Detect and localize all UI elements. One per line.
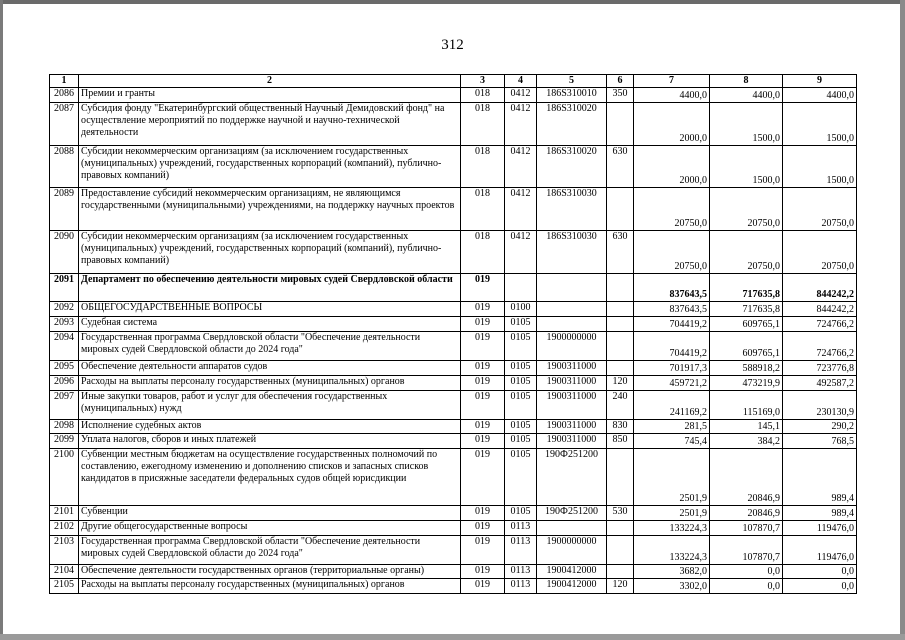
expense-type-cell bbox=[607, 535, 634, 564]
row-number-cell: 2093 bbox=[50, 317, 79, 332]
table-row bbox=[50, 449, 857, 506]
row-name-cell: Субсидии некоммерческим организациям (за исключением государственных (муниципальных) учреждений, государственных корпораций (компаний), публично-правовых компаний) bbox=[79, 230, 461, 273]
table-row bbox=[50, 88, 857, 103]
header-cell: 9 bbox=[783, 75, 857, 88]
target-code-cell: 186S310020 bbox=[537, 145, 607, 188]
table-row bbox=[50, 419, 857, 434]
table-row bbox=[50, 520, 857, 535]
row-number-cell: 2092 bbox=[50, 302, 79, 317]
code-cell: 018 bbox=[461, 88, 505, 103]
value-cell: 107870,7 bbox=[710, 520, 783, 535]
section-code-cell: 0105 bbox=[505, 505, 537, 520]
expense-type-cell: 850 bbox=[607, 434, 634, 449]
value-cell: 4400,0 bbox=[783, 88, 857, 103]
value-cell: 3302,0 bbox=[634, 579, 710, 594]
value-cell: 0,0 bbox=[783, 564, 857, 579]
value-cell: 473219,9 bbox=[710, 375, 783, 390]
value-cell: 133224,3 bbox=[634, 535, 710, 564]
budget-table bbox=[49, 74, 857, 594]
table-row bbox=[50, 361, 857, 376]
header-cell: 5 bbox=[537, 75, 607, 88]
section-code-cell: 0113 bbox=[505, 564, 537, 579]
row-number-cell: 2105 bbox=[50, 579, 79, 594]
code-cell: 018 bbox=[461, 230, 505, 273]
table-row bbox=[50, 564, 857, 579]
row-name-cell: Иные закупки товаров, работ и услуг для обеспечения государственных (муниципальных) нужд bbox=[79, 390, 461, 419]
section-code-cell: 0105 bbox=[505, 375, 537, 390]
value-cell: 4400,0 bbox=[710, 88, 783, 103]
section-code-cell: 0412 bbox=[505, 230, 537, 273]
header-cell: 1 bbox=[50, 75, 79, 88]
code-cell: 019 bbox=[461, 361, 505, 376]
value-cell: 588918,2 bbox=[710, 361, 783, 376]
expense-type-cell bbox=[607, 188, 634, 231]
value-cell: 281,5 bbox=[634, 419, 710, 434]
expense-type-cell bbox=[607, 449, 634, 506]
row-number-cell: 2088 bbox=[50, 145, 79, 188]
target-code-cell: 1900412000 bbox=[537, 579, 607, 594]
row-number-cell: 2094 bbox=[50, 332, 79, 361]
code-cell: 018 bbox=[461, 102, 505, 145]
expense-type-cell bbox=[607, 317, 634, 332]
value-cell: 1500,0 bbox=[783, 145, 857, 188]
row-name-cell: Субсидия фонду "Екатеринбургский общественный Научный Демидовский фонд" на осуществление мероприятий по поддержке научной и научно-технической деятельности bbox=[79, 102, 461, 145]
row-number-cell: 2104 bbox=[50, 564, 79, 579]
expense-type-cell: 830 bbox=[607, 419, 634, 434]
expense-type-cell bbox=[607, 302, 634, 317]
scan-frame-right bbox=[900, 0, 905, 640]
table-row bbox=[50, 390, 857, 419]
code-cell: 019 bbox=[461, 434, 505, 449]
row-number-cell: 2098 bbox=[50, 419, 79, 434]
value-cell: 723776,8 bbox=[783, 361, 857, 376]
code-cell: 019 bbox=[461, 579, 505, 594]
value-cell: 20750,0 bbox=[710, 230, 783, 273]
value-cell: 704419,2 bbox=[634, 317, 710, 332]
section-code-cell: 0105 bbox=[505, 434, 537, 449]
row-number-cell: 2096 bbox=[50, 375, 79, 390]
value-cell: 3682,0 bbox=[634, 564, 710, 579]
expense-type-cell: 530 bbox=[607, 505, 634, 520]
target-code-cell: 1900311000 bbox=[537, 419, 607, 434]
value-cell: 1500,0 bbox=[710, 145, 783, 188]
section-code-cell: 0105 bbox=[505, 361, 537, 376]
target-code-cell bbox=[537, 273, 607, 302]
expense-type-cell bbox=[607, 564, 634, 579]
value-cell: 492587,2 bbox=[783, 375, 857, 390]
section-code-cell: 0412 bbox=[505, 88, 537, 103]
expense-type-cell: 240 bbox=[607, 390, 634, 419]
value-cell: 20750,0 bbox=[634, 188, 710, 231]
code-cell: 019 bbox=[461, 273, 505, 302]
scan-frame-bottom bbox=[0, 634, 905, 640]
value-cell: 701917,3 bbox=[634, 361, 710, 376]
expense-type-cell: 350 bbox=[607, 88, 634, 103]
page-number: 312 bbox=[441, 37, 464, 53]
header-cell: 2 bbox=[79, 75, 461, 88]
table-row bbox=[50, 434, 857, 449]
row-name-cell: Уплата налогов, сборов и иных платежей bbox=[79, 434, 461, 449]
value-cell: 20750,0 bbox=[710, 188, 783, 231]
header-cell: 7 bbox=[634, 75, 710, 88]
code-cell: 019 bbox=[461, 449, 505, 506]
header-cell: 8 bbox=[710, 75, 783, 88]
row-number-cell: 2089 bbox=[50, 188, 79, 231]
value-cell: 20846,9 bbox=[710, 449, 783, 506]
value-cell: 609765,1 bbox=[710, 317, 783, 332]
target-code-cell: 186S310030 bbox=[537, 188, 607, 231]
target-code-cell: 1900311000 bbox=[537, 361, 607, 376]
row-name-cell: Субвенции местным бюджетам на осуществление государственных полномочий по составлению, ежегодному изменению и дополнению списков и запасных списков кандидатов в присяжные заседатели федеральных судов общей юрисдикции bbox=[79, 449, 461, 506]
expense-type-cell: 120 bbox=[607, 579, 634, 594]
expense-type-cell: 120 bbox=[607, 375, 634, 390]
value-cell: 20750,0 bbox=[783, 188, 857, 231]
scan-frame-top bbox=[0, 0, 905, 4]
row-name-cell: Исполнение судебных актов bbox=[79, 419, 461, 434]
value-cell: 989,4 bbox=[783, 449, 857, 506]
table-body bbox=[50, 88, 857, 594]
value-cell: 133224,3 bbox=[634, 520, 710, 535]
value-cell: 609765,1 bbox=[710, 332, 783, 361]
section-code-cell: 0412 bbox=[505, 188, 537, 231]
table-row bbox=[50, 375, 857, 390]
row-name-cell: Другие общегосударственные вопросы bbox=[79, 520, 461, 535]
target-code-cell: 1900311000 bbox=[537, 390, 607, 419]
code-cell: 019 bbox=[461, 375, 505, 390]
section-code-cell: 0105 bbox=[505, 317, 537, 332]
expense-type-cell: 630 bbox=[607, 145, 634, 188]
code-cell: 019 bbox=[461, 302, 505, 317]
section-code-cell: 0412 bbox=[505, 145, 537, 188]
table-row bbox=[50, 230, 857, 273]
row-name-cell: Субсидии некоммерческим организациям (за исключением государственных (муниципальных) учреждений, государственных корпораций (компаний), публично-правовых компаний) bbox=[79, 145, 461, 188]
table-row bbox=[50, 145, 857, 188]
table-row bbox=[50, 273, 857, 302]
expense-type-cell bbox=[607, 273, 634, 302]
value-cell: 241169,2 bbox=[634, 390, 710, 419]
section-code-cell: 0105 bbox=[505, 449, 537, 506]
row-name-cell: Государственная программа Свердловской области "Обеспечение деятельности мировых судей Свердловской области до 2024 года" bbox=[79, 535, 461, 564]
target-code-cell: 190Ф251200 bbox=[537, 505, 607, 520]
row-name-cell: Предоставление субсидий некоммерческим организациям, не являющимся государственными (муниципальными) учреждениями, на поддержку научных проектов bbox=[79, 188, 461, 231]
expense-type-cell bbox=[607, 361, 634, 376]
row-name-cell: Расходы на выплаты персоналу государственных (муниципальных) органов bbox=[79, 375, 461, 390]
target-code-cell: 186S310010 bbox=[537, 88, 607, 103]
code-cell: 018 bbox=[461, 145, 505, 188]
value-cell: 837643,5 bbox=[634, 273, 710, 302]
row-number-cell: 2086 bbox=[50, 88, 79, 103]
value-cell: 20750,0 bbox=[783, 230, 857, 273]
section-code-cell: 0100 bbox=[505, 302, 537, 317]
value-cell: 115169,0 bbox=[710, 390, 783, 419]
row-name-cell: Государственная программа Свердловской области "Обеспечение деятельности мировых судей Свердловской области до 2024 года" bbox=[79, 332, 461, 361]
section-code-cell: 0105 bbox=[505, 419, 537, 434]
code-cell: 019 bbox=[461, 419, 505, 434]
row-number-cell: 2091 bbox=[50, 273, 79, 302]
value-cell: 768,5 bbox=[783, 434, 857, 449]
value-cell: 724766,2 bbox=[783, 317, 857, 332]
code-cell: 019 bbox=[461, 390, 505, 419]
value-cell: 844242,2 bbox=[783, 302, 857, 317]
value-cell: 2000,0 bbox=[634, 145, 710, 188]
table-row bbox=[50, 188, 857, 231]
section-code-cell bbox=[505, 273, 537, 302]
row-name-cell: Субвенции bbox=[79, 505, 461, 520]
section-code-cell: 0113 bbox=[505, 579, 537, 594]
code-cell: 019 bbox=[461, 564, 505, 579]
target-code-cell: 1900000000 bbox=[537, 535, 607, 564]
row-name-cell: Департамент по обеспечению деятельности мировых судей Свердловской области bbox=[79, 273, 461, 302]
value-cell: 20750,0 bbox=[634, 230, 710, 273]
section-code-cell: 0113 bbox=[505, 520, 537, 535]
row-name-cell: Обеспечение деятельности аппаратов судов bbox=[79, 361, 461, 376]
row-number-cell: 2095 bbox=[50, 361, 79, 376]
value-cell: 717635,8 bbox=[710, 273, 783, 302]
value-cell: 2501,9 bbox=[634, 449, 710, 506]
code-cell: 019 bbox=[461, 317, 505, 332]
value-cell: 717635,8 bbox=[710, 302, 783, 317]
expense-type-cell bbox=[607, 102, 634, 145]
target-code-cell: 1900311000 bbox=[537, 434, 607, 449]
value-cell: 0,0 bbox=[710, 564, 783, 579]
table-row bbox=[50, 102, 857, 145]
code-cell: 019 bbox=[461, 520, 505, 535]
target-code-cell: 1900412000 bbox=[537, 564, 607, 579]
code-cell: 018 bbox=[461, 188, 505, 231]
value-cell: 145,1 bbox=[710, 419, 783, 434]
value-cell: 119476,0 bbox=[783, 520, 857, 535]
target-code-cell: 186S310020 bbox=[537, 102, 607, 145]
value-cell: 704419,2 bbox=[634, 332, 710, 361]
row-number-cell: 2090 bbox=[50, 230, 79, 273]
row-number-cell: 2097 bbox=[50, 390, 79, 419]
expense-type-cell bbox=[607, 520, 634, 535]
value-cell: 230130,9 bbox=[783, 390, 857, 419]
table-row bbox=[50, 579, 857, 594]
section-code-cell: 0412 bbox=[505, 102, 537, 145]
target-code-cell: 1900000000 bbox=[537, 332, 607, 361]
scan-frame-left bbox=[0, 0, 3, 640]
table-header-row bbox=[50, 75, 857, 88]
target-code-cell bbox=[537, 317, 607, 332]
expense-type-cell: 630 bbox=[607, 230, 634, 273]
value-cell: 2501,9 bbox=[634, 505, 710, 520]
table-row bbox=[50, 317, 857, 332]
code-cell: 019 bbox=[461, 535, 505, 564]
value-cell: 459721,2 bbox=[634, 375, 710, 390]
row-name-cell: Обеспечение деятельности государственных органов (территориальные органы) bbox=[79, 564, 461, 579]
table-row bbox=[50, 505, 857, 520]
target-code-cell: 186S310030 bbox=[537, 230, 607, 273]
section-code-cell: 0105 bbox=[505, 390, 537, 419]
row-name-cell: Судебная система bbox=[79, 317, 461, 332]
value-cell: 0,0 bbox=[783, 579, 857, 594]
target-code-cell: 1900311000 bbox=[537, 375, 607, 390]
row-number-cell: 2102 bbox=[50, 520, 79, 535]
value-cell: 745,4 bbox=[634, 434, 710, 449]
value-cell: 0,0 bbox=[710, 579, 783, 594]
value-cell: 4400,0 bbox=[634, 88, 710, 103]
row-number-cell: 2099 bbox=[50, 434, 79, 449]
row-number-cell: 2100 bbox=[50, 449, 79, 506]
value-cell: 384,2 bbox=[710, 434, 783, 449]
value-cell: 107870,7 bbox=[710, 535, 783, 564]
code-cell: 019 bbox=[461, 332, 505, 361]
row-name-cell: ОБЩЕГОСУДАРСТВЕННЫЕ ВОПРОСЫ bbox=[79, 302, 461, 317]
code-cell: 019 bbox=[461, 505, 505, 520]
value-cell: 290,2 bbox=[783, 419, 857, 434]
header-cell: 6 bbox=[607, 75, 634, 88]
expense-type-cell bbox=[607, 332, 634, 361]
row-name-cell: Премии и гранты bbox=[79, 88, 461, 103]
header-cell: 3 bbox=[461, 75, 505, 88]
value-cell: 724766,2 bbox=[783, 332, 857, 361]
value-cell: 989,4 bbox=[783, 505, 857, 520]
header-cell: 4 bbox=[505, 75, 537, 88]
value-cell: 1500,0 bbox=[783, 102, 857, 145]
value-cell: 119476,0 bbox=[783, 535, 857, 564]
target-code-cell bbox=[537, 520, 607, 535]
target-code-cell bbox=[537, 302, 607, 317]
row-number-cell: 2087 bbox=[50, 102, 79, 145]
value-cell: 1500,0 bbox=[710, 102, 783, 145]
table-row bbox=[50, 302, 857, 317]
row-number-cell: 2101 bbox=[50, 505, 79, 520]
row-number-cell: 2103 bbox=[50, 535, 79, 564]
table-row bbox=[50, 535, 857, 564]
row-name-cell: Расходы на выплаты персоналу государственных (муниципальных) органов bbox=[79, 579, 461, 594]
section-code-cell: 0113 bbox=[505, 535, 537, 564]
table-row bbox=[50, 332, 857, 361]
section-code-cell: 0105 bbox=[505, 332, 537, 361]
target-code-cell: 190Ф251200 bbox=[537, 449, 607, 506]
value-cell: 837643,5 bbox=[634, 302, 710, 317]
value-cell: 20846,9 bbox=[710, 505, 783, 520]
value-cell: 844242,2 bbox=[783, 273, 857, 302]
value-cell: 2000,0 bbox=[634, 102, 710, 145]
